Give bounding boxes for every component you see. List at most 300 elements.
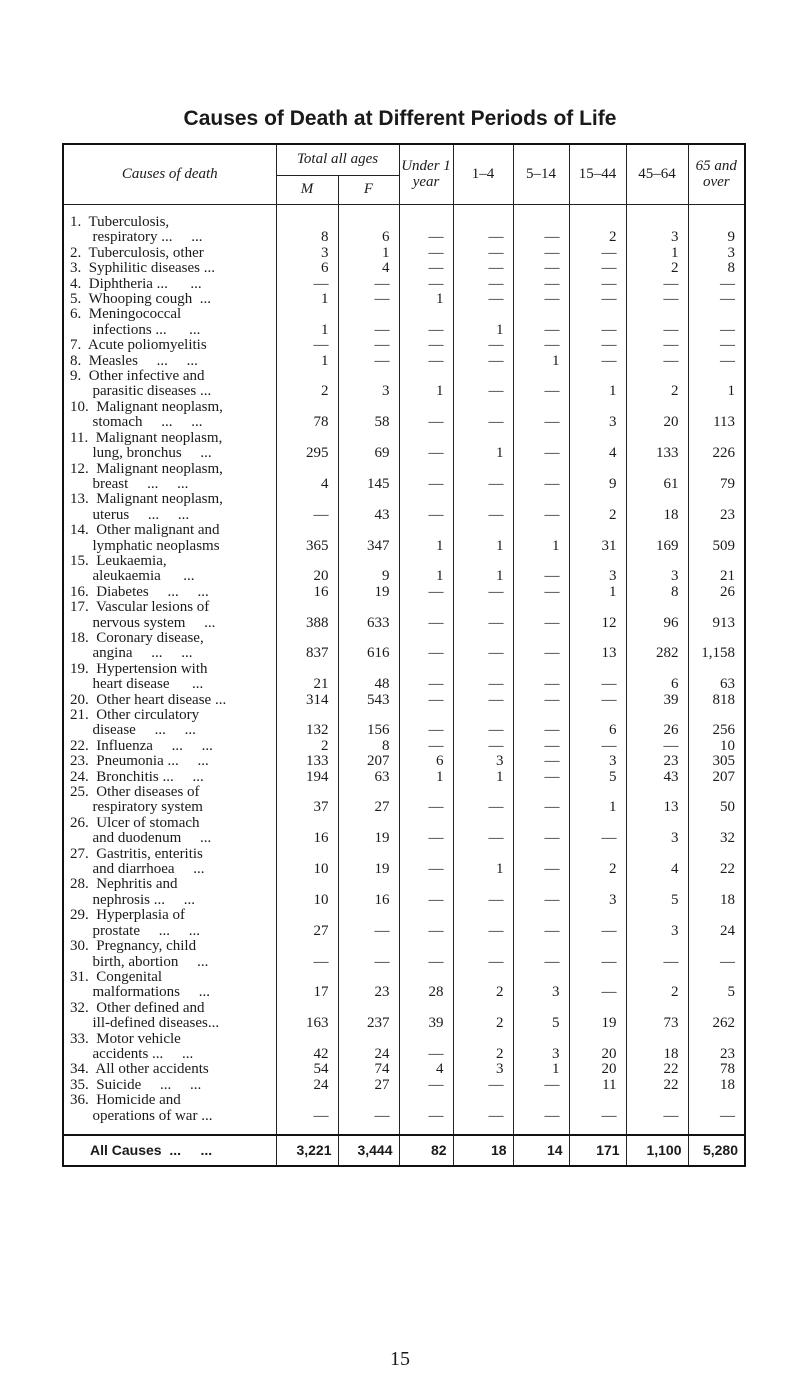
value-cell: 43 bbox=[626, 770, 688, 785]
cause-label: 13. Malignant neoplasm, uterus ... ... bbox=[63, 492, 276, 523]
cause-label: 23. Pneumonia ... ... bbox=[63, 754, 276, 769]
cause-label: 2. Tuberculosis, other bbox=[63, 246, 276, 261]
cause-label: 17. Vascular lesions of nervous system ... bbox=[63, 600, 276, 631]
value-cell: 6 bbox=[569, 708, 626, 739]
value-cell: — bbox=[399, 739, 453, 754]
value-cell: — bbox=[569, 908, 626, 939]
value-cell: 3 bbox=[513, 970, 569, 1001]
total-cell: 14 bbox=[513, 1135, 569, 1166]
value-cell: 5 bbox=[626, 877, 688, 908]
value-cell: — bbox=[399, 1032, 453, 1063]
value-cell: 3 bbox=[569, 877, 626, 908]
value-cell: — bbox=[513, 939, 569, 970]
value-cell: 509 bbox=[688, 523, 745, 554]
value-cell: — bbox=[453, 354, 513, 369]
value-cell: — bbox=[399, 708, 453, 739]
value-cell: — bbox=[513, 770, 569, 785]
value-cell: 54 bbox=[276, 1062, 338, 1077]
value-cell: — bbox=[338, 939, 399, 970]
value-cell: — bbox=[453, 369, 513, 400]
page-title: Causes of Death at Different Periods of Life bbox=[183, 107, 617, 130]
value-cell: 96 bbox=[626, 600, 688, 631]
value-cell: — bbox=[338, 338, 399, 353]
cause-label: 18. Coronary disease, angina ... ... bbox=[63, 631, 276, 662]
value-cell: — bbox=[569, 246, 626, 261]
value-cell: — bbox=[399, 307, 453, 338]
cause-label: 31. Congenital malformations ... bbox=[63, 970, 276, 1001]
value-cell: 913 bbox=[688, 600, 745, 631]
value-cell: 22 bbox=[626, 1078, 688, 1093]
cause-label: 4. Diphtheria ... ... bbox=[63, 277, 276, 292]
cause-label: 9. Other infective and parasitic diseases ... bbox=[63, 369, 276, 400]
cause-label: 5. Whooping cough ... bbox=[63, 292, 276, 307]
value-cell: — bbox=[453, 939, 513, 970]
value-cell: 9 bbox=[688, 205, 745, 246]
table-row bbox=[63, 462, 745, 493]
total-cell: 18 bbox=[453, 1135, 513, 1166]
value-cell: 18 bbox=[626, 492, 688, 523]
value-cell: — bbox=[453, 462, 513, 493]
value-cell: — bbox=[569, 292, 626, 307]
header-male: M bbox=[276, 176, 338, 205]
value-cell: 10 bbox=[276, 847, 338, 878]
value-cell: 20 bbox=[569, 1032, 626, 1063]
value-cell: 16 bbox=[276, 816, 338, 847]
value-cell: 19 bbox=[338, 816, 399, 847]
cause-label: 29. Hyperplasia of prostate ... ... bbox=[63, 908, 276, 939]
value-cell: 20 bbox=[276, 554, 338, 585]
table-row bbox=[63, 554, 745, 585]
value-cell: — bbox=[513, 785, 569, 816]
value-cell: 21 bbox=[276, 662, 338, 693]
cause-label: 21. Other circulatory disease ... ... bbox=[63, 708, 276, 739]
value-cell: — bbox=[513, 754, 569, 769]
total-cell: 82 bbox=[399, 1135, 453, 1166]
value-cell: 2 bbox=[626, 970, 688, 1001]
table-row bbox=[63, 1062, 745, 1077]
cause-label: 15. Leukaemia, aleukaemia ... bbox=[63, 554, 276, 585]
value-cell: — bbox=[399, 338, 453, 353]
value-cell: — bbox=[513, 462, 569, 493]
cause-label: 8. Measles ... ... bbox=[63, 354, 276, 369]
value-cell: — bbox=[338, 908, 399, 939]
value-cell: 2 bbox=[453, 1032, 513, 1063]
value-cell: 132 bbox=[276, 708, 338, 739]
value-cell: 1 bbox=[453, 523, 513, 554]
value-cell: — bbox=[569, 816, 626, 847]
causes-of-death-table bbox=[62, 143, 746, 1167]
value-cell: — bbox=[453, 693, 513, 708]
value-cell: 256 bbox=[688, 708, 745, 739]
table-row bbox=[63, 307, 745, 338]
table-body bbox=[63, 205, 745, 1135]
value-cell: 31 bbox=[569, 523, 626, 554]
value-cell: 8 bbox=[626, 585, 688, 600]
value-cell: 2 bbox=[569, 847, 626, 878]
value-cell: 1 bbox=[399, 523, 453, 554]
cause-label: 11. Malignant neoplasm, lung, bronchus ... bbox=[63, 431, 276, 462]
value-cell: — bbox=[513, 585, 569, 600]
value-cell: 12 bbox=[569, 600, 626, 631]
value-cell: — bbox=[453, 785, 513, 816]
value-cell: 1 bbox=[399, 369, 453, 400]
total-cell: 171 bbox=[569, 1135, 626, 1166]
value-cell: 9 bbox=[569, 462, 626, 493]
value-cell: 27 bbox=[338, 785, 399, 816]
value-cell: — bbox=[513, 739, 569, 754]
table-row bbox=[63, 1093, 745, 1135]
table-row bbox=[63, 708, 745, 739]
table-row bbox=[63, 431, 745, 462]
value-cell: — bbox=[399, 492, 453, 523]
cause-label: 35. Suicide ... ... bbox=[63, 1078, 276, 1093]
cause-label: 25. Other diseases of respiratory system bbox=[63, 785, 276, 816]
value-cell: 282 bbox=[626, 631, 688, 662]
value-cell: 1 bbox=[453, 307, 513, 338]
value-cell: — bbox=[626, 307, 688, 338]
value-cell: 616 bbox=[338, 631, 399, 662]
cause-label: 28. Nephritis and nephrosis ... ... bbox=[63, 877, 276, 908]
value-cell: 16 bbox=[276, 585, 338, 600]
value-cell: 26 bbox=[626, 708, 688, 739]
value-cell: 1 bbox=[399, 554, 453, 585]
value-cell: 347 bbox=[338, 523, 399, 554]
value-cell: 19 bbox=[338, 847, 399, 878]
table-row bbox=[63, 400, 745, 431]
value-cell: 3 bbox=[453, 754, 513, 769]
value-cell: 8 bbox=[688, 261, 745, 276]
value-cell: 1 bbox=[626, 246, 688, 261]
value-cell: 388 bbox=[276, 600, 338, 631]
value-cell: — bbox=[399, 785, 453, 816]
value-cell: 24 bbox=[276, 1078, 338, 1093]
value-cell: 314 bbox=[276, 693, 338, 708]
value-cell: — bbox=[453, 662, 513, 693]
cause-label: 30. Pregnancy, child birth, abortion ... bbox=[63, 939, 276, 970]
cause-label: 3. Syphilitic diseases ... bbox=[63, 261, 276, 276]
table-row bbox=[63, 277, 745, 292]
value-cell: — bbox=[399, 662, 453, 693]
value-cell: — bbox=[399, 877, 453, 908]
value-cell: — bbox=[569, 1093, 626, 1135]
value-cell: 23 bbox=[626, 754, 688, 769]
value-cell: — bbox=[513, 261, 569, 276]
value-cell: — bbox=[399, 277, 453, 292]
value-cell: — bbox=[338, 1093, 399, 1135]
value-cell: — bbox=[688, 1093, 745, 1135]
value-cell: — bbox=[453, 277, 513, 292]
value-cell: 6 bbox=[338, 205, 399, 246]
total-cell: 3,444 bbox=[338, 1135, 399, 1166]
value-cell: 58 bbox=[338, 400, 399, 431]
value-cell: — bbox=[688, 338, 745, 353]
value-cell: — bbox=[513, 307, 569, 338]
value-cell: — bbox=[453, 877, 513, 908]
table-row bbox=[63, 1078, 745, 1093]
value-cell: 79 bbox=[688, 462, 745, 493]
table-row bbox=[63, 970, 745, 1001]
value-cell: — bbox=[399, 939, 453, 970]
value-cell: — bbox=[569, 354, 626, 369]
value-cell: 1 bbox=[453, 770, 513, 785]
table-row bbox=[63, 877, 745, 908]
value-cell: — bbox=[399, 431, 453, 462]
cause-label: 1. Tuberculosis, respiratory ... ... bbox=[63, 205, 276, 246]
total-row bbox=[63, 1135, 745, 1166]
table-row bbox=[63, 338, 745, 353]
value-cell: 1 bbox=[453, 554, 513, 585]
value-cell: 207 bbox=[338, 754, 399, 769]
value-cell: 543 bbox=[338, 693, 399, 708]
value-cell: 24 bbox=[688, 908, 745, 939]
value-cell: — bbox=[399, 261, 453, 276]
value-cell: 169 bbox=[626, 523, 688, 554]
value-cell: — bbox=[513, 205, 569, 246]
value-cell: — bbox=[453, 585, 513, 600]
value-cell: — bbox=[513, 847, 569, 878]
value-cell: — bbox=[399, 693, 453, 708]
value-cell: 18 bbox=[626, 1032, 688, 1063]
value-cell: 262 bbox=[688, 1001, 745, 1032]
value-cell: 9 bbox=[338, 554, 399, 585]
value-cell: 1 bbox=[453, 431, 513, 462]
value-cell: 305 bbox=[688, 754, 745, 769]
value-cell: 6 bbox=[626, 662, 688, 693]
header-causes-of-death: Causes of death bbox=[63, 144, 276, 205]
cause-label: 22. Influenza ... ... bbox=[63, 739, 276, 754]
value-cell: — bbox=[453, 292, 513, 307]
value-cell: — bbox=[276, 277, 338, 292]
value-cell: 32 bbox=[688, 816, 745, 847]
value-cell: — bbox=[453, 908, 513, 939]
value-cell: 74 bbox=[338, 1062, 399, 1077]
value-cell: 2 bbox=[569, 205, 626, 246]
value-cell: 2 bbox=[626, 369, 688, 400]
total-cell: 1,100 bbox=[626, 1135, 688, 1166]
value-cell: 28 bbox=[399, 970, 453, 1001]
value-cell: — bbox=[399, 1078, 453, 1093]
value-cell: 207 bbox=[688, 770, 745, 785]
value-cell: — bbox=[688, 354, 745, 369]
cause-label: 32. Other defined and ill-defined diseases... bbox=[63, 1001, 276, 1032]
value-cell: 22 bbox=[688, 847, 745, 878]
value-cell: 365 bbox=[276, 523, 338, 554]
value-cell: 2 bbox=[453, 970, 513, 1001]
value-cell: 19 bbox=[569, 1001, 626, 1032]
cause-label: 26. Ulcer of stomach and duodenum ... bbox=[63, 816, 276, 847]
value-cell: — bbox=[513, 662, 569, 693]
cause-label: 19. Hypertension with heart disease ... bbox=[63, 662, 276, 693]
value-cell: — bbox=[399, 400, 453, 431]
value-cell: 3 bbox=[338, 369, 399, 400]
value-cell: 10 bbox=[688, 739, 745, 754]
value-cell: 295 bbox=[276, 431, 338, 462]
value-cell: 1 bbox=[399, 770, 453, 785]
value-cell: 6 bbox=[276, 261, 338, 276]
value-cell: — bbox=[513, 277, 569, 292]
value-cell: 39 bbox=[399, 1001, 453, 1032]
value-cell: 1 bbox=[276, 354, 338, 369]
value-cell: 3 bbox=[626, 554, 688, 585]
value-cell: — bbox=[688, 939, 745, 970]
value-cell: 23 bbox=[338, 970, 399, 1001]
value-cell: — bbox=[513, 1078, 569, 1093]
cause-label: 36. Homicide and operations of war ... bbox=[63, 1093, 276, 1135]
value-cell: 1 bbox=[399, 292, 453, 307]
value-cell: 3 bbox=[276, 246, 338, 261]
value-cell: — bbox=[569, 939, 626, 970]
value-cell: 4 bbox=[399, 1062, 453, 1077]
value-cell: 63 bbox=[338, 770, 399, 785]
value-cell: — bbox=[569, 739, 626, 754]
value-cell: 78 bbox=[276, 400, 338, 431]
table-row bbox=[63, 261, 745, 276]
value-cell: 1 bbox=[453, 847, 513, 878]
value-cell: 23 bbox=[688, 1032, 745, 1063]
value-cell: 3 bbox=[688, 246, 745, 261]
value-cell: — bbox=[513, 292, 569, 307]
total-cell: 3,221 bbox=[276, 1135, 338, 1166]
value-cell: 5 bbox=[688, 970, 745, 1001]
value-cell: 3 bbox=[453, 1062, 513, 1077]
table-row bbox=[63, 816, 745, 847]
value-cell: 10 bbox=[276, 877, 338, 908]
value-cell: 1 bbox=[276, 307, 338, 338]
value-cell: 27 bbox=[338, 1078, 399, 1093]
value-cell: 3 bbox=[569, 554, 626, 585]
table-row bbox=[63, 492, 745, 523]
table-row bbox=[63, 354, 745, 369]
value-cell: — bbox=[626, 338, 688, 353]
cause-label: 6. Meningococcal infections ... ... bbox=[63, 307, 276, 338]
table-row bbox=[63, 600, 745, 631]
cause-label: 24. Bronchitis ... ... bbox=[63, 770, 276, 785]
total-label: All Causes ... ... bbox=[63, 1135, 276, 1166]
value-cell: — bbox=[626, 739, 688, 754]
value-cell: 1 bbox=[513, 523, 569, 554]
value-cell: 2 bbox=[569, 492, 626, 523]
value-cell: 837 bbox=[276, 631, 338, 662]
value-cell: 4 bbox=[276, 462, 338, 493]
value-cell: — bbox=[399, 816, 453, 847]
value-cell: — bbox=[626, 939, 688, 970]
value-cell: 5 bbox=[513, 1001, 569, 1032]
value-cell: — bbox=[453, 1093, 513, 1135]
value-cell: — bbox=[688, 307, 745, 338]
table-row bbox=[63, 693, 745, 708]
value-cell: 3 bbox=[626, 908, 688, 939]
value-cell: — bbox=[626, 277, 688, 292]
header-female: F bbox=[338, 176, 399, 205]
value-cell: — bbox=[276, 492, 338, 523]
value-cell: 17 bbox=[276, 970, 338, 1001]
table-row bbox=[63, 847, 745, 878]
table-row bbox=[63, 662, 745, 693]
value-cell: — bbox=[453, 1078, 513, 1093]
cause-label: 10. Malignant neoplasm, stomach ... ... bbox=[63, 400, 276, 431]
value-cell: 1 bbox=[276, 292, 338, 307]
table-row bbox=[63, 292, 745, 307]
table-row bbox=[63, 585, 745, 600]
header-age-1-4: 1–4 bbox=[453, 144, 513, 205]
value-cell: — bbox=[399, 205, 453, 246]
value-cell: — bbox=[399, 462, 453, 493]
value-cell: — bbox=[453, 261, 513, 276]
value-cell: 61 bbox=[626, 462, 688, 493]
value-cell: 20 bbox=[569, 1062, 626, 1077]
table-row bbox=[63, 631, 745, 662]
cause-label: 16. Diabetes ... ... bbox=[63, 585, 276, 600]
value-cell: 3 bbox=[513, 1032, 569, 1063]
value-cell: 1 bbox=[513, 354, 569, 369]
value-cell: — bbox=[453, 400, 513, 431]
value-cell: 18 bbox=[688, 1078, 745, 1093]
value-cell: — bbox=[513, 1093, 569, 1135]
value-cell: — bbox=[569, 307, 626, 338]
table-row bbox=[63, 939, 745, 970]
value-cell: 3 bbox=[626, 816, 688, 847]
value-cell: — bbox=[399, 600, 453, 631]
value-cell: 2 bbox=[453, 1001, 513, 1032]
value-cell: 5 bbox=[569, 770, 626, 785]
value-cell: 3 bbox=[569, 400, 626, 431]
table-row bbox=[63, 1032, 745, 1063]
value-cell: — bbox=[513, 246, 569, 261]
value-cell: 2 bbox=[276, 739, 338, 754]
header-under-1-year: Under 1 year bbox=[399, 144, 453, 205]
value-cell: 133 bbox=[276, 754, 338, 769]
value-cell: 2 bbox=[626, 261, 688, 276]
value-cell: 63 bbox=[688, 662, 745, 693]
header-age-5-14: 5–14 bbox=[513, 144, 569, 205]
value-cell: 37 bbox=[276, 785, 338, 816]
value-cell: — bbox=[399, 354, 453, 369]
value-cell: 18 bbox=[688, 877, 745, 908]
value-cell: — bbox=[569, 277, 626, 292]
value-cell: 78 bbox=[688, 1062, 745, 1077]
value-cell: — bbox=[569, 662, 626, 693]
value-cell: — bbox=[399, 908, 453, 939]
header-age-65-and-over: 65 and over bbox=[688, 144, 745, 205]
value-cell: 69 bbox=[338, 431, 399, 462]
value-cell: — bbox=[513, 431, 569, 462]
value-cell: — bbox=[626, 292, 688, 307]
value-cell: 8 bbox=[276, 205, 338, 246]
value-cell: 1 bbox=[569, 785, 626, 816]
header-total-all-ages: Total all ages bbox=[276, 144, 399, 176]
value-cell: — bbox=[399, 631, 453, 662]
value-cell: 8 bbox=[338, 739, 399, 754]
value-cell: 6 bbox=[399, 754, 453, 769]
value-cell: 22 bbox=[626, 1062, 688, 1077]
value-cell: 1 bbox=[569, 369, 626, 400]
cause-label: 7. Acute poliomyelitis bbox=[63, 338, 276, 353]
value-cell: — bbox=[338, 292, 399, 307]
value-cell: 23 bbox=[688, 492, 745, 523]
value-cell: — bbox=[569, 338, 626, 353]
value-cell: — bbox=[453, 708, 513, 739]
value-cell: 133 bbox=[626, 431, 688, 462]
value-cell: 27 bbox=[276, 908, 338, 939]
table-row bbox=[63, 785, 745, 816]
value-cell: 19 bbox=[338, 585, 399, 600]
value-cell: — bbox=[276, 338, 338, 353]
value-cell: — bbox=[513, 369, 569, 400]
value-cell: — bbox=[513, 693, 569, 708]
value-cell: 1 bbox=[569, 585, 626, 600]
value-cell: 11 bbox=[569, 1078, 626, 1093]
value-cell: 3 bbox=[569, 754, 626, 769]
